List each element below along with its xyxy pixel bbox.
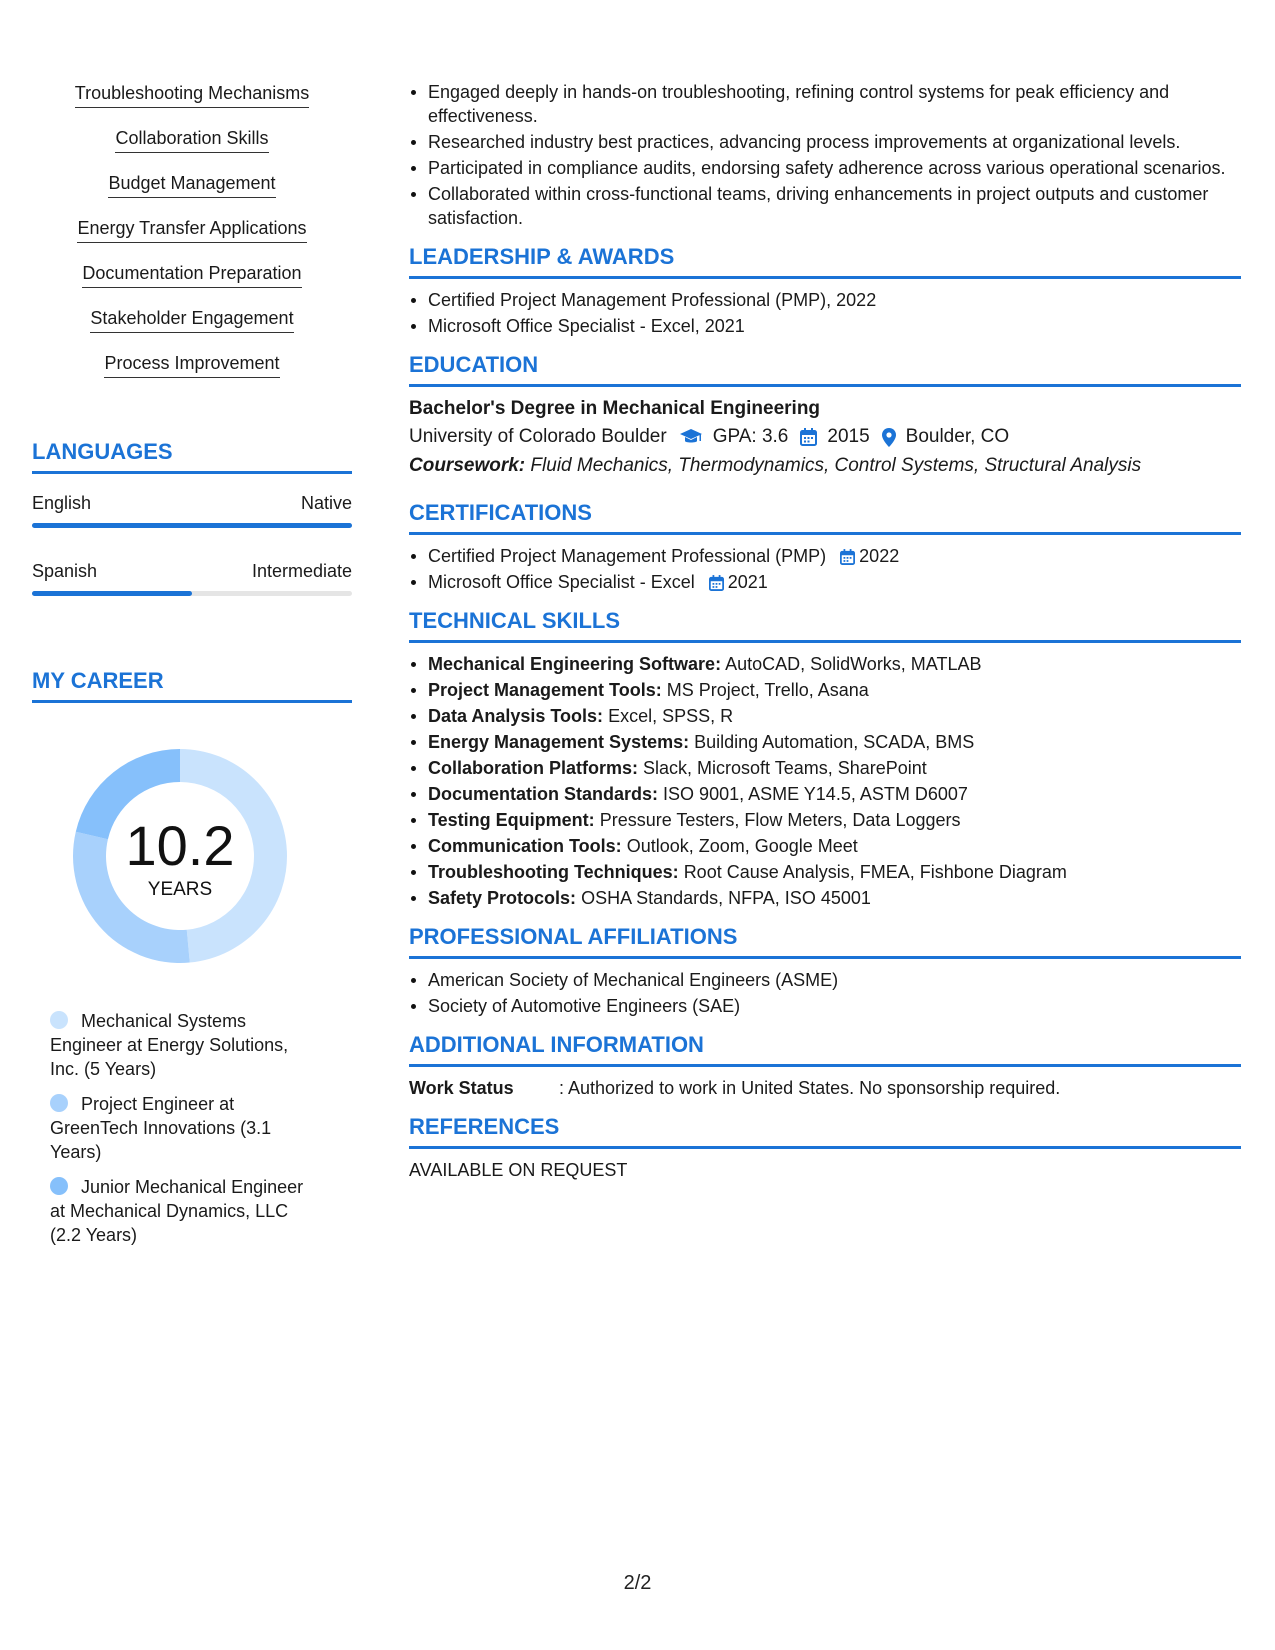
- affiliation-item: American Society of Mechanical Engineers (ASME): [428, 968, 1241, 992]
- language-level: Intermediate: [251, 561, 352, 581]
- education-degree: Bachelor's Degree in Mechanical Engineering: [409, 398, 821, 419]
- education-coursework: [409, 452, 1241, 480]
- languages-heading: LANGUAGES: [32, 439, 352, 474]
- experience-bullet: Engaged deeply in hands-on troubleshooting, refining control systems for peak efficiency and effectiveness.: [428, 80, 1241, 128]
- language-name: Spanish: [32, 561, 98, 581]
- calendar-icon: [840, 549, 855, 565]
- language-row: [32, 492, 352, 514]
- language-bar: [32, 523, 352, 528]
- references-heading: REFERENCES: [409, 1114, 1241, 1149]
- leadership-item: Certified Project Management Professional (PMP), 2022: [428, 288, 1241, 312]
- certifications-list: [409, 544, 1241, 594]
- technical-skill-item: Documentation Standards: ISO 9001, ASME Y14.5, ASTM D6007: [428, 782, 1241, 806]
- career-donut-chart: [65, 741, 295, 971]
- location-pin-icon: [882, 428, 896, 447]
- education-year: 2015: [827, 426, 870, 447]
- leadership-item: Microsoft Office Specialist - Excel, 2021: [428, 314, 1241, 338]
- experience-bullet: Participated in compliance audits, endorsing safety adherence across various operational scenarios.: [428, 156, 1241, 180]
- language-bar: [32, 591, 352, 596]
- calendar-icon: [800, 428, 817, 446]
- technical-skill-item: Troubleshooting Techniques: Root Cause Analysis, FMEA, Fishbone Diagram: [428, 860, 1241, 884]
- technical-skill-item: Communication Tools: Outlook, Zoom, Google Meet: [428, 834, 1241, 858]
- page-number: 2/2: [623, 1572, 652, 1594]
- career-legend-item: Mechanical Systems Engineer at Energy Solutions, Inc. (5 Years): [50, 1011, 289, 1079]
- technical-skill-item: Safety Protocols: OSHA Standards, NFPA, ISO 45001: [428, 886, 1241, 910]
- skill-item: Budget Management: [32, 172, 352, 217]
- graduation-cap-icon: [679, 428, 703, 446]
- career-unit: YEARS: [147, 879, 213, 900]
- affiliation-item: Society of Automotive Engineers (SAE): [428, 994, 1241, 1018]
- leadership-list: [409, 288, 1241, 338]
- technical-skill-item: Testing Equipment: Pressure Testers, Flow Meters, Data Loggers: [428, 808, 1241, 832]
- education-details: [409, 422, 1241, 452]
- skill-item: Collaboration Skills: [32, 127, 352, 172]
- career-legend-item: Project Engineer at GreenTech Innovations (3.1 Years): [50, 1094, 272, 1162]
- references-text: AVAILABLE ON REQUEST: [409, 1160, 628, 1180]
- career-total-years: 10.2: [125, 814, 235, 877]
- certification-year: 2021: [727, 572, 768, 592]
- skill-item: Energy Transfer Applications: [32, 217, 352, 262]
- education-location: Boulder, CO: [905, 426, 1010, 447]
- technical-skill-item: Mechanical Engineering Software: AutoCAD, SolidWorks, MATLAB: [428, 652, 1241, 676]
- right-column: [409, 80, 1241, 1182]
- coursework-label: Coursework:: [409, 455, 526, 476]
- left-column: [32, 82, 352, 1258]
- work-status-label: Work Status: [409, 1078, 514, 1098]
- certification-item: Certified Project Management Professional (PMP) 2022: [428, 544, 1241, 568]
- language-bar-fill: [32, 591, 192, 596]
- career-heading: MY CAREER: [32, 668, 352, 703]
- career-legend: [50, 1009, 320, 1247]
- calendar-icon: [709, 575, 724, 591]
- certification-item: Microsoft Office Specialist - Excel 2021: [428, 570, 1241, 594]
- technical-skill-item: Collaboration Platforms: Slack, Microsoft Teams, SharePoint: [428, 756, 1241, 780]
- affiliations-list: [409, 968, 1241, 1018]
- skill-item: Documentation Preparation: [32, 262, 352, 307]
- career-legend-item: Junior Mechanical Engineer at Mechanical Dynamics, LLC (2.2 Years): [50, 1177, 304, 1245]
- experience-bullet: Collaborated within cross-functional teams, driving enhancements in project outputs and customer satisfaction.: [428, 182, 1241, 230]
- skills-list: [32, 82, 352, 397]
- language-bar-fill: [32, 523, 352, 528]
- legend-dot-icon: [50, 1011, 68, 1029]
- language-level: Native: [300, 493, 352, 513]
- technical-skill-item: Energy Management Systems: Building Automation, SCADA, BMS: [428, 730, 1241, 754]
- education-gpa: GPA: 3.6: [712, 426, 789, 447]
- leadership-heading: LEADERSHIP & AWARDS: [409, 244, 1241, 279]
- skill-item: Stakeholder Engagement: [32, 307, 352, 352]
- affiliations-heading: PROFESSIONAL AFFILIATIONS: [409, 924, 1241, 959]
- experience-bullet: Researched industry best practices, advancing process improvements at organizational levels.: [428, 130, 1241, 154]
- additional-info-heading: ADDITIONAL INFORMATION: [409, 1032, 1241, 1067]
- certification-year: 2022: [859, 546, 900, 566]
- work-status-value: : Authorized to work in United States. No sponsorship required.: [559, 1078, 1061, 1098]
- skill-item: Troubleshooting Mechanisms: [32, 82, 352, 127]
- donut-center: [65, 814, 295, 901]
- experience-bullets: [409, 80, 1241, 230]
- language-name: English: [32, 493, 92, 513]
- technical-skills-list: [409, 652, 1241, 910]
- skill-item: Process Improvement: [32, 352, 352, 397]
- certifications-heading: CERTIFICATIONS: [409, 500, 1241, 535]
- language-row: [32, 560, 352, 582]
- legend-dot-icon: [50, 1094, 68, 1112]
- education-school: University of Colorado Boulder: [409, 426, 667, 447]
- technical-skills-heading: TECHNICAL SKILLS: [409, 608, 1241, 643]
- work-status-row: [409, 1076, 1241, 1100]
- coursework-value: Fluid Mechanics, Thermodynamics, Control Systems, Structural Analysis: [530, 455, 1142, 476]
- technical-skill-item: Project Management Tools: MS Project, Trello, Asana: [428, 678, 1241, 702]
- education-heading: EDUCATION: [409, 352, 1241, 387]
- legend-dot-icon: [50, 1177, 68, 1195]
- technical-skill-item: Data Analysis Tools: Excel, SPSS, R: [428, 704, 1241, 728]
